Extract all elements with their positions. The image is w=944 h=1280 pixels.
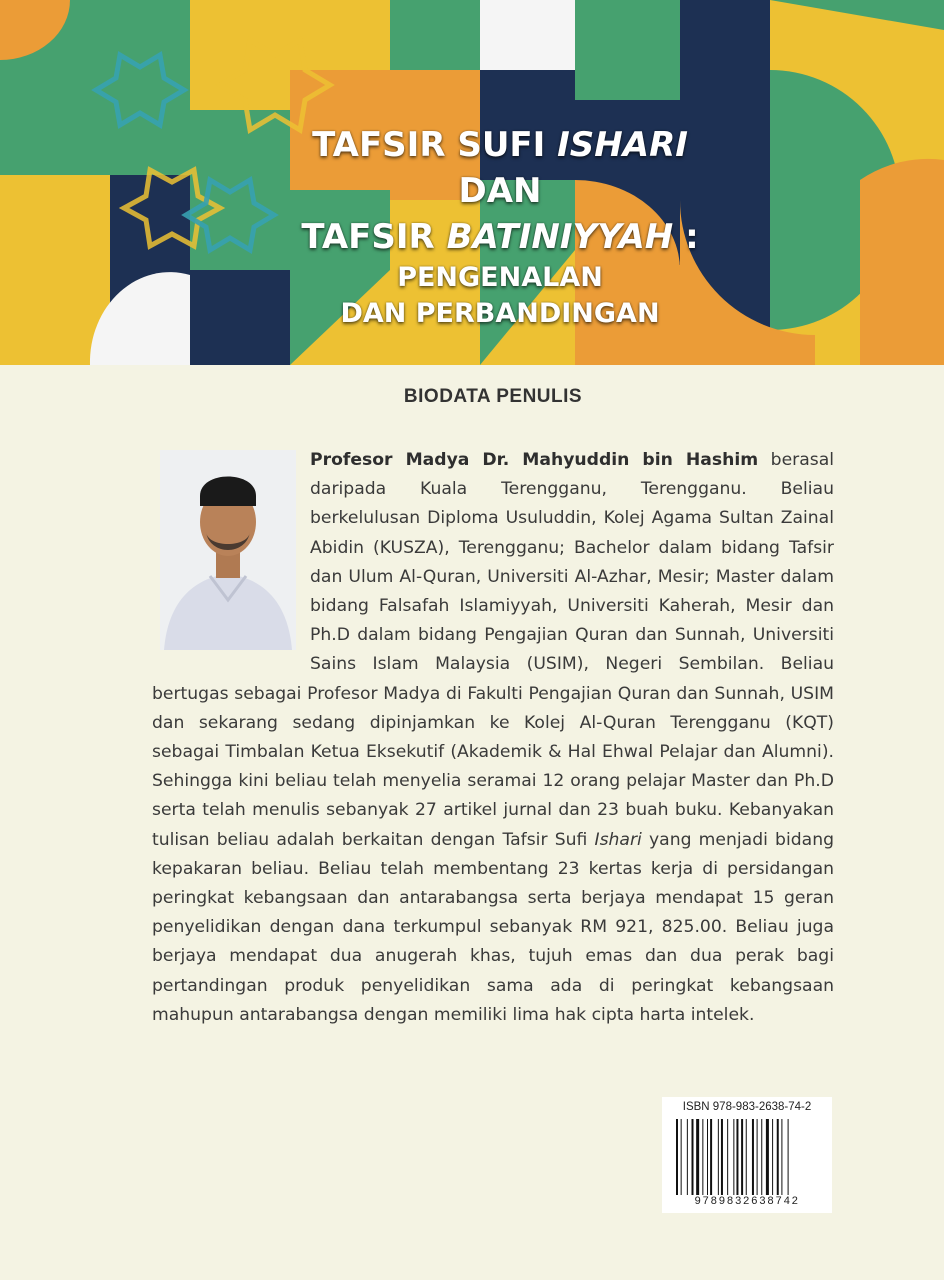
title-line-2: DAN	[458, 171, 542, 211]
barcode-bar	[696, 1119, 699, 1195]
biography-text-1: berasal daripada Kuala Terengganu, Terengganu. Beliau berkelulusan Diploma Usuluddin, Kolej Agama Sultan Zainal Abidin (KUSZA), Terengganu; Bachelor dalam bidang Tafsir dan Ulum Al-Quran, Universiti Al-Azhar, Mesir; Master dalam bidang Falsafah Islamiyyah, Universiti Kaherah, Mesir dan Ph.D dalam bidang Pengajian Quran dan Sunnah, Universiti Sains Islam Malaysia (USIM), Negeri Sembilan. Beliau bertugas sebagai Profesor Madya di Fakulti Pengajian Quran dan Sunnah, USIM dan sekarang sedang dipinjamkan ke Kolej Al-Quran Terengganu (KQT) sebagai Timbalan Ketua Eksekutif (Akademik & Hal Ehwal Pelajar dan Alumni). Sehingga kini beliau telah menyelia seramai 12 orang pelajar Master dan Ph.D serta telah menulis sebanyak 27 artikel jurnal dan 23 buah buku. Kebanyakan tulisan beliau adalah berkaitan dengan Tafsir Sufi	[152, 450, 835, 850]
photo-spacer	[152, 446, 310, 652]
barcode-bar	[733, 1119, 734, 1195]
title-line-3: TAFSIR BATINIYYAH :	[301, 217, 699, 257]
barcode-bar	[721, 1119, 723, 1195]
isbn-label: ISBN 978-983-2638-74-2	[682, 1101, 812, 1113]
barcode-bar	[736, 1119, 738, 1195]
barcode-bar	[757, 1119, 758, 1195]
barcode-bar	[772, 1119, 773, 1195]
author-name: Profesor Madya Dr. Mahyuddin bin Hashim	[310, 450, 759, 470]
barcode-bar	[746, 1119, 747, 1195]
biodata-heading: BIODATA PENULIS	[403, 386, 583, 407]
book-title	[150, 122, 850, 332]
barcode-bar	[788, 1119, 789, 1195]
barcode-bar	[741, 1119, 743, 1195]
biography-text-2: yang menjadi bidang kepakaran beliau. Beliau telah membentang 23 kertas kerja di persidangan peringkat kebangsaan dan antarabangsa serta berjaya mendapat 15 geran penyelidikan dengan dana terkumpul sebanyak RM 921, 825.00. Beliau juga berjaya mendapat dua anugerah khas, tujuh emas dan dua perak bagi pertandingan produk penyelidikan sama ada di peringkat kebangsaan mahupun antarabangsa dengan memiliki lima hak cipta harta intelek.	[152, 829, 834, 1025]
barcode-bar	[710, 1119, 712, 1195]
barcode-digits: 9789832638742	[694, 1196, 800, 1208]
barcode-bar	[681, 1119, 682, 1195]
barcode-bar	[707, 1119, 708, 1195]
barcode-bar	[702, 1119, 703, 1195]
barcode-bar	[727, 1119, 728, 1195]
barcode-bar	[752, 1119, 754, 1195]
title-line-1: TAFSIR SUFI ISHARI	[312, 125, 688, 165]
barcode-bar	[766, 1119, 769, 1195]
geometric-pattern-banner	[0, 0, 944, 365]
barcode-bar	[718, 1119, 719, 1195]
barcode-bar	[692, 1119, 694, 1195]
biography-italic-term: Ishari	[594, 829, 642, 850]
subtitle-line-1: PENGENALAN	[397, 262, 603, 293]
barcode-icon	[676, 1119, 818, 1195]
barcode-bar	[687, 1119, 688, 1195]
barcode-bar	[676, 1119, 678, 1195]
author-biography	[152, 446, 834, 1030]
subtitle-line-2: DAN PERBANDINGAN	[340, 298, 660, 329]
barcode-bar	[777, 1119, 779, 1195]
isbn-barcode	[662, 1097, 832, 1213]
barcode-bar	[761, 1119, 762, 1195]
barcode-bar	[781, 1119, 782, 1195]
